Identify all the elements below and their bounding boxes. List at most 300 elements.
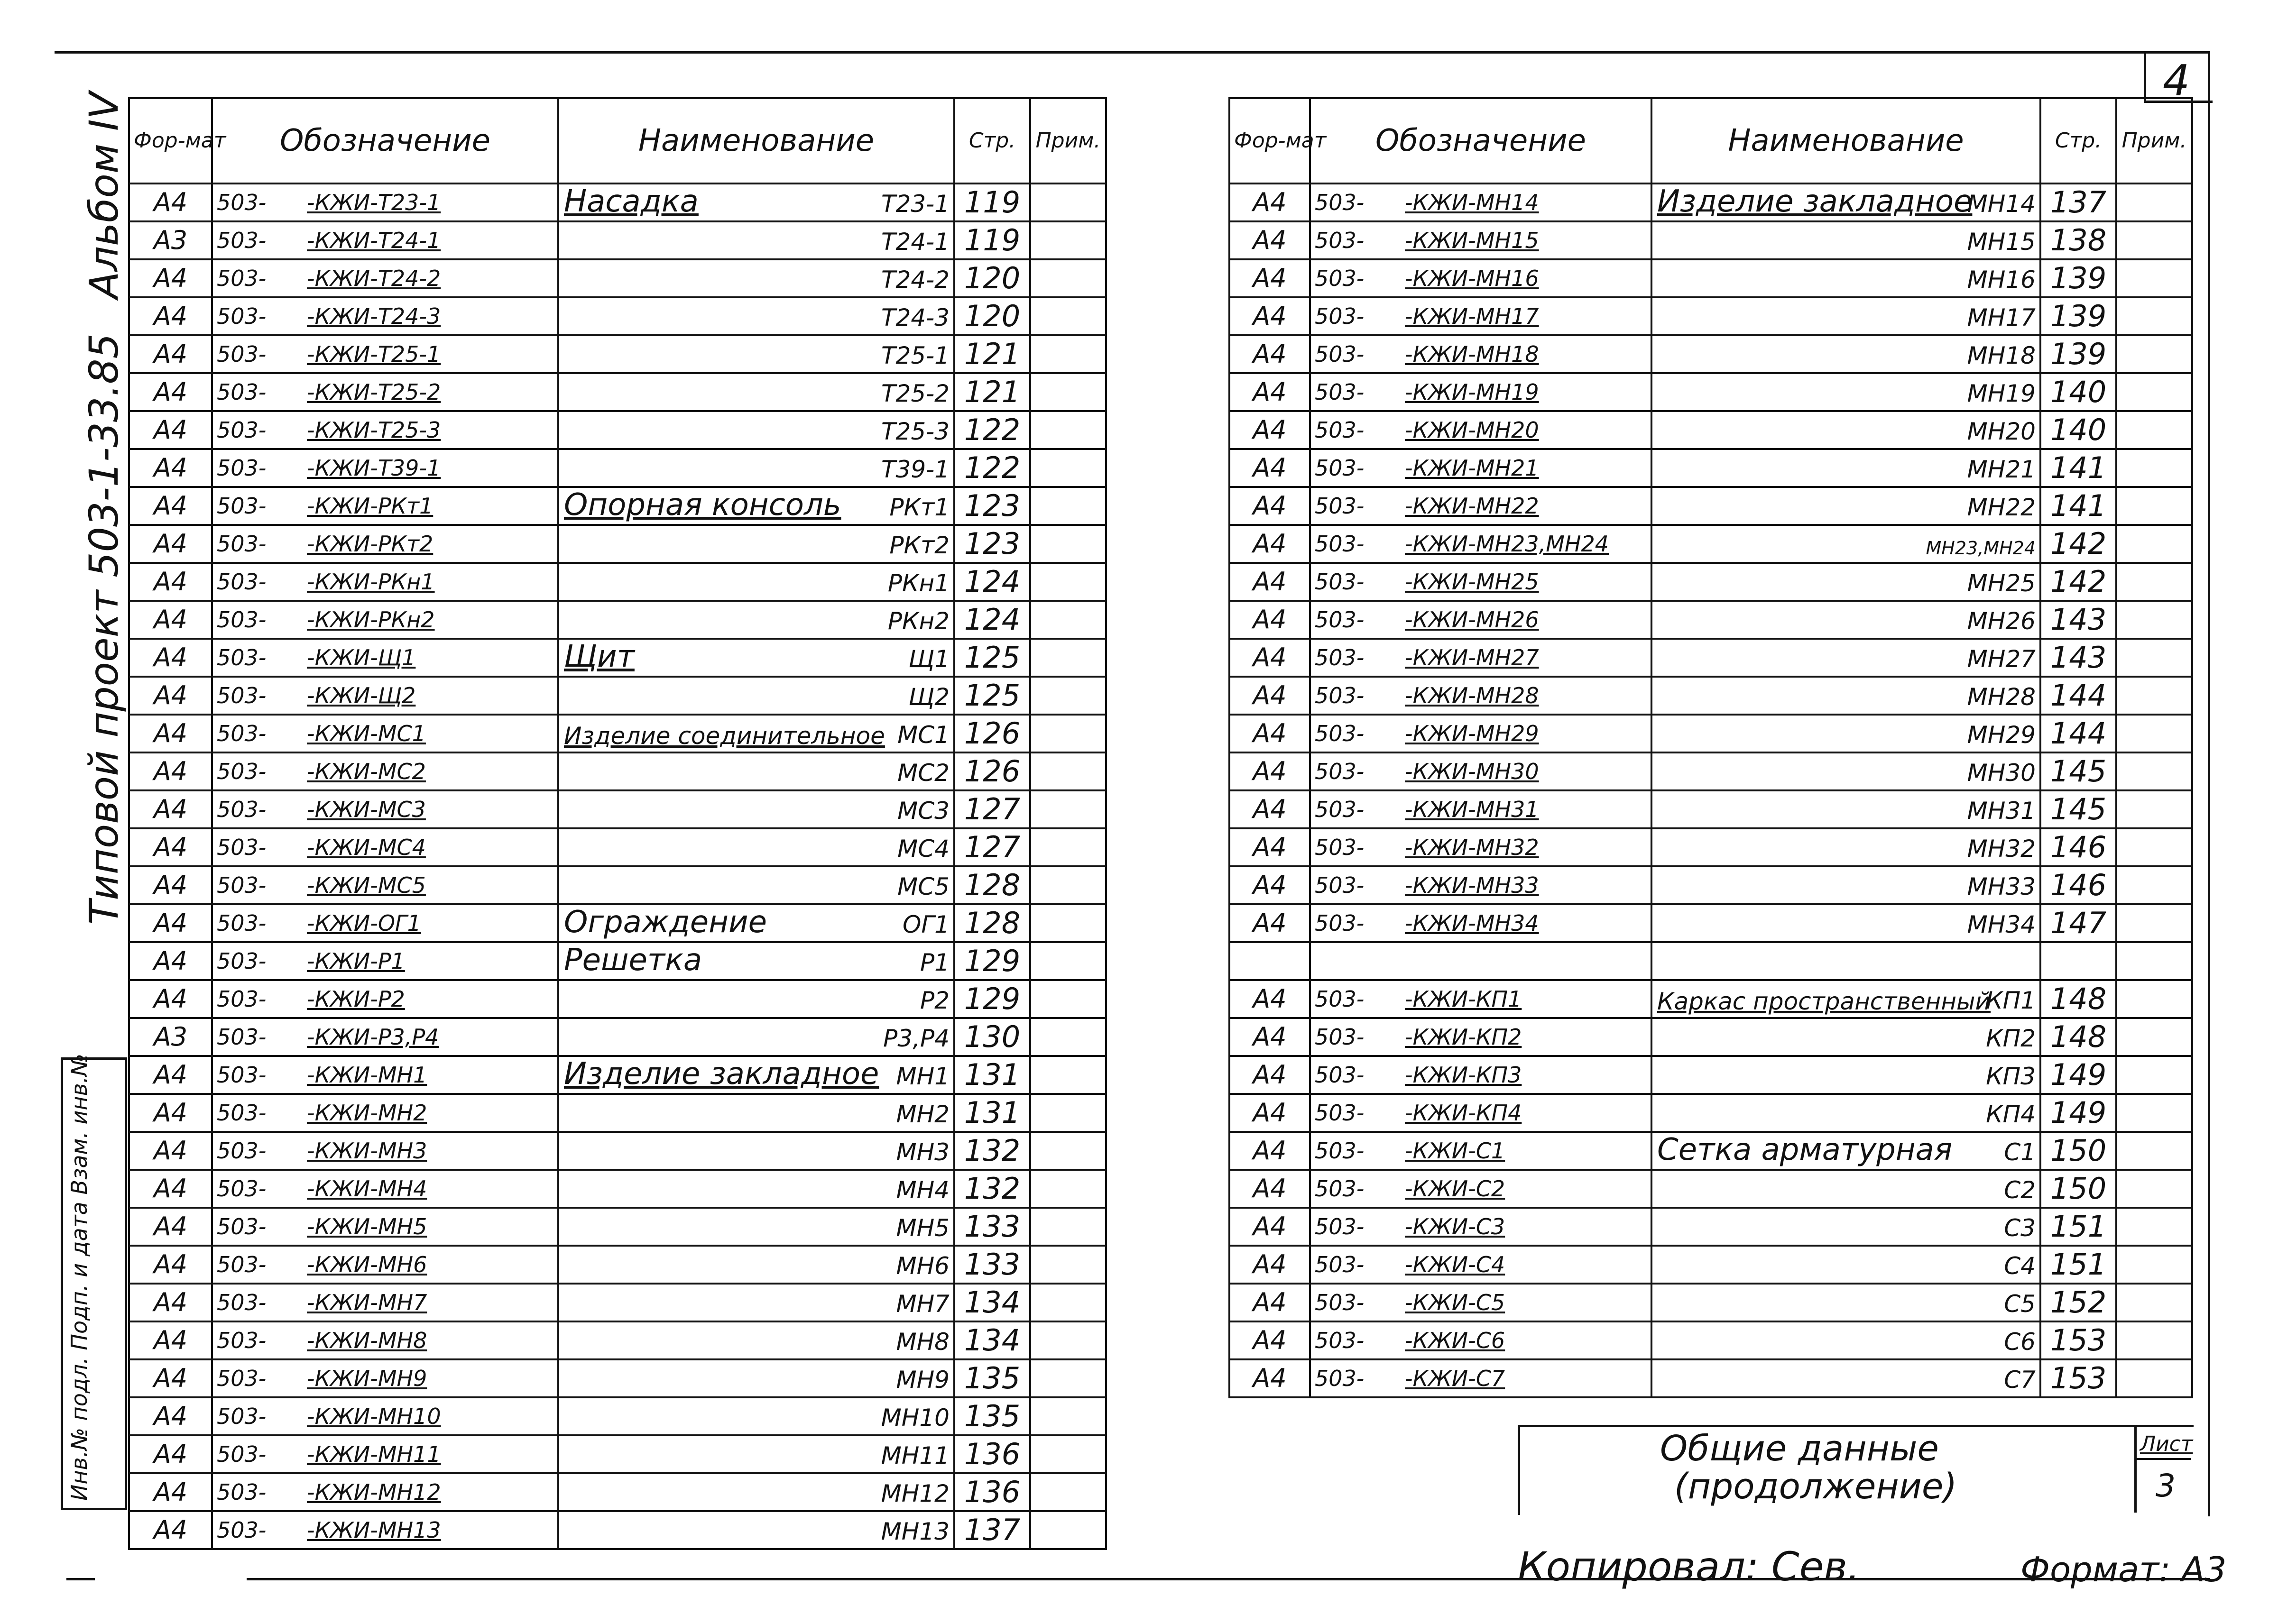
table-row [1229, 221, 2192, 259]
designation-cell [1310, 828, 1651, 866]
name-mark: МН26 [1967, 607, 2036, 635]
note-cell [2116, 1284, 2192, 1321]
name-mark: Т25-3 [881, 418, 950, 445]
designation-series: 503- [217, 531, 267, 557]
name-mark: РКн2 [887, 607, 950, 635]
designation-cell [212, 563, 558, 601]
format-cell: А4 [1229, 639, 1310, 677]
format-cell: А4 [1229, 411, 1310, 449]
note-cell [1030, 1246, 1106, 1284]
designation-cell [1310, 1056, 1651, 1094]
designation-series: 503- [217, 645, 267, 670]
note-cell [1030, 1435, 1106, 1473]
designation-cell [212, 1397, 558, 1435]
copied-by: Копировал: Сев. [1518, 1543, 1860, 1590]
note-cell [1030, 297, 1106, 335]
format-cell: А4 [129, 1321, 212, 1359]
designation-cell [212, 411, 558, 449]
name-cell [1651, 335, 2040, 373]
name-mark: С6 [2004, 1328, 2036, 1356]
designation-cell [212, 942, 558, 980]
table-row [1229, 942, 2192, 980]
note-cell [2116, 411, 2192, 449]
table-row [1229, 259, 2192, 297]
format-cell: А4 [1229, 1359, 1310, 1397]
name-mark: МН27 [1967, 645, 2036, 673]
note-cell [1030, 866, 1106, 904]
designation-cell [212, 1435, 558, 1473]
designation-code: -КЖИ-МН5 [307, 1214, 427, 1239]
format-cell: А4 [129, 677, 212, 715]
page-cell: 131 [954, 1094, 1030, 1132]
designation-series: 503- [1315, 493, 1365, 519]
designation-code: -КЖИ-Т25-2 [307, 379, 441, 405]
page-cell: 140 [2040, 411, 2116, 449]
format-cell: А4 [1229, 1056, 1310, 1094]
designation-cell [212, 259, 558, 297]
page-cell: 124 [954, 563, 1030, 601]
format-cell: А4 [1229, 184, 1310, 221]
name-cell [558, 942, 954, 980]
name-cell [1651, 184, 2040, 221]
format-cell: А4 [129, 487, 212, 525]
format-cell: А4 [129, 1170, 212, 1208]
designation-code: -КЖИ-Р1 [307, 948, 405, 974]
designation-series: 503- [1315, 569, 1365, 595]
note-cell [2116, 1208, 2192, 1246]
bottom-border-line [247, 1578, 2210, 1580]
designation-code: -КЖИ-С4 [1405, 1252, 1505, 1277]
format-cell: А4 [129, 1246, 212, 1284]
designation-code: -КЖИ-МН14 [1405, 190, 1539, 215]
designation-series: 503- [217, 569, 267, 595]
name-cell [1651, 790, 2040, 828]
designation-series: 503- [1315, 228, 1365, 253]
designation-cell [1310, 1170, 1651, 1208]
title-block-title: Общие данные [1660, 1428, 1939, 1469]
note-cell [1030, 1397, 1106, 1435]
designation-series: 503- [217, 1479, 267, 1505]
designation-code: -КЖИ-МН19 [1405, 379, 1539, 405]
name-mark: МН2 [896, 1101, 950, 1128]
table-row [1229, 1208, 2192, 1246]
table-header-row [129, 98, 1106, 184]
name-cell [558, 184, 954, 221]
designation-code: -КЖИ-РКт1 [307, 493, 434, 519]
page-cell: 149 [2040, 1094, 2116, 1132]
format-cell: А4 [1229, 449, 1310, 487]
note-cell [1030, 449, 1106, 487]
name-cell [558, 1511, 954, 1549]
designation-cell [212, 752, 558, 790]
designation-series: 503- [217, 683, 267, 708]
name-cell [558, 297, 954, 335]
format-cell: А4 [1229, 752, 1310, 790]
name-mark: МС2 [897, 759, 950, 787]
format-cell: А4 [129, 184, 212, 221]
format-cell: А4 [129, 1056, 212, 1094]
designation-cell [212, 1056, 558, 1094]
designation-series: 503- [1315, 379, 1365, 405]
designation-cell [212, 1246, 558, 1284]
table-row [129, 221, 1106, 259]
designation-code: -КЖИ-Р2 [307, 986, 405, 1012]
note-cell [1030, 1170, 1106, 1208]
format-cell: А4 [1229, 1321, 1310, 1359]
page-cell: 148 [2040, 980, 2116, 1018]
designation-code: -КЖИ-МН22 [1405, 493, 1539, 519]
title-block-sheet-value: 3 [2156, 1468, 2176, 1504]
format-cell: А4 [129, 790, 212, 828]
designation-code: -КЖИ-МН13 [307, 1517, 441, 1543]
designation-series: 503- [1315, 835, 1365, 860]
designation-code: -КЖИ-ОГ1 [307, 910, 421, 936]
table-header-row [1229, 98, 2192, 184]
note-cell [2116, 866, 2192, 904]
designation-cell [1310, 601, 1651, 639]
designation-code: -КЖИ-С7 [1405, 1366, 1505, 1391]
table-row [1229, 1056, 2192, 1094]
name-mark: МН28 [1967, 683, 2036, 711]
table-row [1229, 677, 2192, 715]
note-cell [1030, 1018, 1106, 1056]
designation-series: 503- [217, 910, 267, 936]
designation-code: -КЖИ-МН11 [307, 1441, 441, 1467]
name-mark: Т25-2 [881, 380, 950, 407]
table-row [129, 184, 1106, 221]
name-mark: МН29 [1967, 721, 2036, 749]
designation-code: -КЖИ-Т39-1 [307, 455, 441, 481]
designation-series: 503- [1315, 1024, 1365, 1050]
name-cell [558, 904, 954, 942]
designation-code: -КЖИ-МН3 [307, 1138, 427, 1164]
name-mark: КП4 [1986, 1101, 2036, 1128]
table-row [129, 1246, 1106, 1284]
page-cell: 137 [2040, 184, 2116, 221]
name-cell [1651, 1208, 2040, 1246]
page-cell: 127 [954, 828, 1030, 866]
page-cell: 122 [954, 411, 1030, 449]
format-cell: А4 [1229, 1132, 1310, 1170]
table-row [1229, 1094, 2192, 1132]
designation-code: -КЖИ-МН34 [1405, 910, 1539, 936]
name-cell [558, 1284, 954, 1321]
page-cell: 119 [954, 221, 1030, 259]
format-cell: А4 [1229, 259, 1310, 297]
format-cell: А4 [1229, 790, 1310, 828]
name-mark: МС5 [897, 873, 950, 900]
page-cell: 131 [954, 1056, 1030, 1094]
designation-cell [212, 1284, 558, 1321]
designation-code: -КЖИ-МН2 [307, 1100, 427, 1126]
name-mark: КП1 [1986, 987, 2036, 1014]
name-cell [558, 1056, 954, 1094]
page-cell: 146 [2040, 828, 2116, 866]
name-mark: С4 [2004, 1252, 2036, 1280]
table-row [129, 1094, 1106, 1132]
format-cell: А4 [1229, 1094, 1310, 1132]
sheet-number: 4 [2163, 56, 2190, 106]
format-cell: А4 [129, 866, 212, 904]
format-cell: А4 [129, 752, 212, 790]
designation-cell [1310, 411, 1651, 449]
designation-series: 503- [217, 1138, 267, 1164]
note-cell [2116, 259, 2192, 297]
page-cell: 140 [2040, 373, 2116, 411]
page-cell: 139 [2040, 297, 2116, 335]
name-cell [558, 525, 954, 563]
designation-code: -КЖИ-С6 [1405, 1328, 1505, 1353]
designation-code: -КЖИ-МН1 [307, 1062, 427, 1088]
name-cell [558, 677, 954, 715]
designation-code: -КЖИ-С3 [1405, 1214, 1505, 1239]
format-cell: А4 [129, 449, 212, 487]
designation-code: -КЖИ-РКт2 [307, 531, 434, 557]
designation-series: 503- [1315, 1252, 1365, 1277]
name-mark: МН16 [1967, 266, 2036, 294]
table-row [129, 1170, 1106, 1208]
format-cell: А4 [129, 639, 212, 677]
designation-cell [212, 1208, 558, 1246]
designation-cell [1310, 904, 1651, 942]
designation-series: 503- [1315, 797, 1365, 822]
designation-series: 503- [1315, 303, 1365, 329]
designation-series: 503- [1315, 910, 1365, 936]
table-row [1229, 184, 2192, 221]
format-cell: А4 [129, 1397, 212, 1435]
designation-series: 503- [217, 1366, 267, 1391]
designation-code: -КЖИ-Т24-3 [307, 303, 441, 329]
name-cell [558, 449, 954, 487]
designation-series: 503- [217, 797, 267, 822]
header-note: Прим. [1030, 98, 1106, 184]
note-cell [2116, 1018, 2192, 1056]
designation-series: 503- [1315, 1366, 1365, 1391]
name-group: Изделие закладное [1657, 184, 1973, 219]
table-row [129, 487, 1106, 525]
designation-series: 503- [217, 379, 267, 405]
page-cell [2040, 942, 2116, 980]
header-format: Фор-мат [1229, 98, 1310, 184]
designation-cell [1310, 1208, 1651, 1246]
table-row [129, 373, 1106, 411]
designation-code: -КЖИ-МН8 [307, 1328, 427, 1353]
designation-series: 503- [217, 341, 267, 367]
designation-code: -КЖИ-МН32 [1405, 835, 1539, 860]
name-mark: РКн1 [887, 569, 950, 597]
designation-cell [212, 449, 558, 487]
note-cell [1030, 1473, 1106, 1511]
title-block-subtitle: (продолжение) [1674, 1466, 1957, 1507]
designation-series: 503- [217, 1517, 267, 1543]
designation-series: 503- [217, 303, 267, 329]
note-cell [2116, 1170, 2192, 1208]
page-cell: 141 [2040, 449, 2116, 487]
designation-code: -КЖИ-МН9 [307, 1366, 427, 1391]
page-cell: 134 [954, 1284, 1030, 1321]
designation-series: 503- [1315, 266, 1365, 291]
format-cell: А4 [129, 980, 212, 1018]
designation-series: 503- [1315, 759, 1365, 784]
page-cell: 128 [954, 866, 1030, 904]
note-cell [2116, 1246, 2192, 1284]
designation-series: 503- [1315, 1176, 1365, 1202]
table-row [129, 1511, 1106, 1549]
format-cell: А4 [129, 563, 212, 601]
name-mark: МН10 [881, 1404, 950, 1431]
name-cell [1651, 1018, 2040, 1056]
name-cell [558, 411, 954, 449]
designation-cell [1310, 1246, 1651, 1284]
note-cell [2116, 1132, 2192, 1170]
page-cell: 121 [954, 373, 1030, 411]
table-row [1229, 373, 2192, 411]
note-cell [2116, 790, 2192, 828]
table-row [1229, 1246, 2192, 1284]
name-group: Щит [564, 639, 635, 674]
name-mark: МН25 [1967, 569, 2036, 597]
note-cell [1030, 752, 1106, 790]
designation-code: -КЖИ-МН33 [1405, 872, 1539, 898]
name-cell [1651, 297, 2040, 335]
table-row [1229, 449, 2192, 487]
name-cell [558, 1473, 954, 1511]
name-cell [558, 1397, 954, 1435]
name-cell [1651, 677, 2040, 715]
name-cell [558, 828, 954, 866]
note-cell [2116, 221, 2192, 259]
format-cell: А4 [1229, 335, 1310, 373]
designation-code: -КЖИ-МН16 [1405, 266, 1539, 291]
table-row [129, 752, 1106, 790]
designation-cell [212, 1170, 558, 1208]
name-cell [558, 980, 954, 1018]
format-cell: А4 [1229, 297, 1310, 335]
designation-cell [212, 639, 558, 677]
table-row [129, 525, 1106, 563]
table-row [129, 335, 1106, 373]
sheet-format: Формат: А3 [2020, 1550, 2227, 1589]
name-mark: МН4 [896, 1176, 950, 1204]
name-cell [1651, 563, 2040, 601]
name-group: Решетка [564, 943, 702, 978]
note-cell [1030, 373, 1106, 411]
designation-series: 503- [217, 228, 267, 253]
note-cell [1030, 942, 1106, 980]
header-designation: Обозначение [212, 98, 558, 184]
name-mark: Т24-2 [881, 266, 950, 294]
title-block-sheet-label: Лист [2140, 1432, 2193, 1456]
name-mark: Т23-1 [881, 190, 950, 218]
designation-cell [212, 1511, 558, 1549]
designation-cell [212, 1473, 558, 1511]
format-cell: А4 [129, 1435, 212, 1473]
page-cell: 149 [2040, 1056, 2116, 1094]
table-row [1229, 1359, 2192, 1397]
format-cell: А4 [1229, 904, 1310, 942]
designation-series: 503- [217, 1100, 267, 1126]
designation-code: -КЖИ-МН25 [1405, 569, 1539, 595]
table-row [129, 563, 1106, 601]
page-cell: 130 [954, 1018, 1030, 1056]
name-mark: Р2 [920, 987, 950, 1014]
designation-series: 503- [217, 190, 267, 215]
table-row [1229, 866, 2192, 904]
designation-cell [212, 1359, 558, 1397]
note-cell [1030, 677, 1106, 715]
designation-cell [1310, 1284, 1651, 1321]
designation-code: -КЖИ-Т25-3 [307, 417, 441, 443]
name-cell [1651, 373, 2040, 411]
note-cell [1030, 828, 1106, 866]
name-mark: МН12 [881, 1480, 950, 1507]
format-cell: А4 [129, 259, 212, 297]
name-cell [558, 373, 954, 411]
note-cell [1030, 1359, 1106, 1397]
name-cell [558, 1208, 954, 1246]
page-cell: 139 [2040, 259, 2116, 297]
format-cell: А4 [1229, 1246, 1310, 1284]
table-row [129, 1132, 1106, 1170]
format-cell: А4 [1229, 715, 1310, 752]
designation-code: -КЖИ-КП2 [1405, 1024, 1522, 1050]
designation-cell [1310, 487, 1651, 525]
page-cell: 137 [954, 1511, 1030, 1549]
name-mark: МН33 [1967, 873, 2036, 900]
name-mark: МН5 [896, 1214, 950, 1242]
note-cell [2116, 715, 2192, 752]
page-cell: 148 [2040, 1018, 2116, 1056]
name-mark: МН14 [1967, 190, 2036, 218]
name-mark: Т39-1 [881, 456, 950, 483]
name-mark: С5 [2004, 1290, 2036, 1318]
name-cell [1651, 259, 2040, 297]
page-cell: 153 [2040, 1359, 2116, 1397]
designation-series: 503- [217, 986, 267, 1012]
table-row [1229, 1018, 2192, 1056]
designation-series: 503- [217, 1290, 267, 1315]
designation-cell [1310, 1132, 1651, 1170]
note-cell [1030, 1132, 1106, 1170]
name-cell [558, 1435, 954, 1473]
name-cell [558, 1170, 954, 1208]
page-cell: 121 [954, 335, 1030, 373]
designation-code: -КЖИ-МН12 [307, 1479, 441, 1505]
designation-cell [1310, 259, 1651, 297]
designation-cell [212, 828, 558, 866]
note-cell [1030, 639, 1106, 677]
designation-code: -КЖИ-РКн2 [307, 607, 435, 633]
table-row [1229, 1170, 2192, 1208]
name-cell [558, 259, 954, 297]
side-stamp-text: Инв.№ подл. Подп. и дата Взам. инв.№ [66, 1053, 92, 1501]
designation-series: 503- [217, 607, 267, 633]
table-row [129, 1284, 1106, 1321]
table-row [129, 297, 1106, 335]
page-cell: 143 [2040, 601, 2116, 639]
format-cell [1229, 942, 1310, 980]
name-mark: ОГ1 [902, 911, 950, 938]
note-cell [2116, 297, 2192, 335]
designation-cell [1310, 297, 1651, 335]
name-cell [1651, 1359, 2040, 1397]
header-format: Фор-мат [129, 98, 212, 184]
name-cell [1651, 525, 2040, 563]
page-cell: 125 [954, 677, 1030, 715]
name-cell [1651, 411, 2040, 449]
format-cell: А3 [129, 1018, 212, 1056]
page-cell: 151 [2040, 1246, 2116, 1284]
